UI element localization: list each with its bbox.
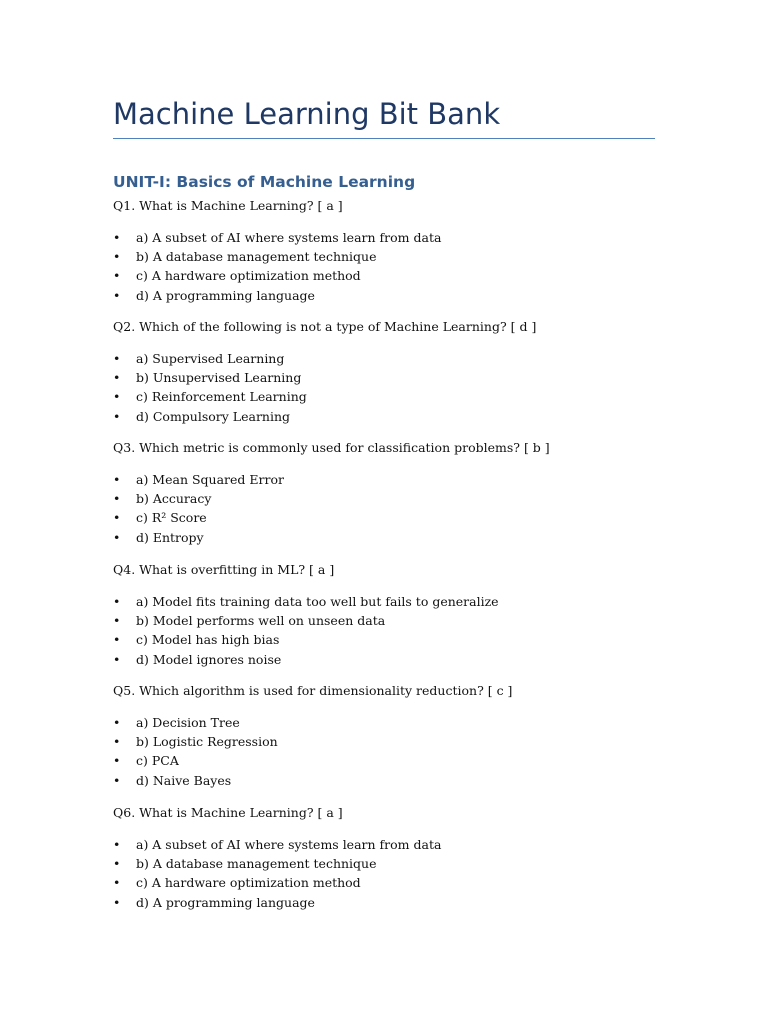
bullet-icon: • bbox=[113, 856, 121, 872]
bullet-icon: • bbox=[113, 389, 121, 405]
option-text: a) Mean Squared Error bbox=[136, 472, 284, 487]
option-text: b) A database management technique bbox=[136, 249, 377, 265]
question-text: Q6. What is Machine Learning? [ a ] bbox=[113, 805, 343, 820]
question-text: Q3. Which metric is commonly used for classification problems? [ b ] bbox=[113, 440, 550, 455]
bullet-icon: • bbox=[113, 230, 121, 245]
option-item bbox=[113, 349, 713, 368]
option-item bbox=[113, 854, 713, 873]
option-text: b) Logistic Regression bbox=[136, 734, 278, 750]
option-item bbox=[113, 611, 713, 630]
option-text: a) Supervised Learning bbox=[136, 351, 285, 366]
option-text: d) Entropy bbox=[136, 529, 204, 545]
bullet-icon: • bbox=[113, 613, 121, 629]
option-item bbox=[113, 732, 713, 751]
bullet-icon: • bbox=[113, 408, 121, 424]
option-item bbox=[113, 771, 713, 790]
question-block-6 bbox=[113, 803, 713, 912]
bullet-icon: • bbox=[113, 715, 121, 730]
document-title: Machine Learning Bit Bank bbox=[113, 92, 655, 139]
option-item bbox=[113, 228, 713, 247]
option-text: d) A programming language bbox=[136, 287, 315, 303]
option-item bbox=[113, 368, 713, 387]
option-text: b) A database management technique bbox=[136, 856, 377, 872]
option-text: a) Decision Tree bbox=[136, 715, 240, 730]
option-text: d) A programming language bbox=[136, 894, 315, 910]
question-block-5 bbox=[113, 681, 713, 790]
option-item bbox=[113, 592, 713, 611]
option-text: b) Unsupervised Learning bbox=[136, 370, 302, 386]
option-item bbox=[113, 508, 713, 527]
option-text: c) PCA bbox=[136, 753, 179, 769]
option-item bbox=[113, 286, 713, 305]
option-item bbox=[113, 835, 713, 854]
option-item bbox=[113, 407, 713, 426]
question-block-4 bbox=[113, 560, 713, 669]
question-text: Q5. Which algorithm is used for dimensionality reduction? [ c ] bbox=[113, 683, 513, 698]
question-block-2 bbox=[113, 317, 713, 426]
option-text: d) Compulsory Learning bbox=[136, 408, 291, 424]
option-item bbox=[113, 528, 713, 547]
bullet-icon: • bbox=[113, 472, 121, 487]
option-text: a) A subset of AI where systems learn from data bbox=[136, 837, 442, 852]
option-item bbox=[113, 489, 713, 508]
option-item bbox=[113, 266, 713, 285]
bullet-icon: • bbox=[113, 594, 121, 609]
option-text: a) A subset of AI where systems learn from data bbox=[136, 230, 442, 245]
bullet-icon: • bbox=[113, 651, 121, 667]
question-block-3 bbox=[113, 438, 713, 547]
bullet-icon: • bbox=[113, 249, 121, 265]
option-text: c) Reinforcement Learning bbox=[136, 389, 307, 405]
options-list bbox=[113, 592, 713, 669]
options-list bbox=[113, 835, 713, 912]
option-text: a) Model fits training data too well but fails to generalize bbox=[136, 594, 499, 609]
bullet-icon: • bbox=[113, 491, 121, 507]
option-text: c) Model has high bias bbox=[136, 632, 280, 648]
bullet-icon: • bbox=[113, 287, 121, 303]
option-item bbox=[113, 650, 713, 669]
option-item bbox=[113, 630, 713, 649]
option-text: d) Naive Bayes bbox=[136, 772, 232, 788]
option-text: c) R² Score bbox=[136, 510, 207, 526]
options-list bbox=[113, 713, 713, 790]
option-item bbox=[113, 713, 713, 732]
option-item bbox=[113, 751, 713, 770]
bullet-icon: • bbox=[113, 370, 121, 386]
option-text: d) Model ignores noise bbox=[136, 651, 282, 667]
bullet-icon: • bbox=[113, 894, 121, 910]
option-item bbox=[113, 247, 713, 266]
options-list bbox=[113, 349, 713, 426]
question-text: Q1. What is Machine Learning? [ a ] bbox=[113, 198, 343, 213]
question-text: Q2. Which of the following is not a type of Machine Learning? [ d ] bbox=[113, 319, 537, 334]
question-text: Q4. What is overfitting in ML? [ a ] bbox=[113, 562, 335, 577]
bullet-icon: • bbox=[113, 875, 121, 891]
bullet-icon: • bbox=[113, 772, 121, 788]
option-item bbox=[113, 893, 713, 912]
option-item bbox=[113, 873, 713, 892]
bullet-icon: • bbox=[113, 753, 121, 769]
unit-heading: UNIT-I: Basics of Machine Learning bbox=[113, 173, 416, 191]
bullet-icon: • bbox=[113, 837, 121, 852]
bullet-icon: • bbox=[113, 632, 121, 648]
bullet-icon: • bbox=[113, 510, 121, 526]
option-item bbox=[113, 470, 713, 489]
question-block-1 bbox=[113, 196, 713, 305]
option-text: b) Accuracy bbox=[136, 491, 212, 507]
options-list bbox=[113, 470, 713, 547]
bullet-icon: • bbox=[113, 268, 121, 284]
option-item bbox=[113, 387, 713, 406]
option-text: b) Model performs well on unseen data bbox=[136, 613, 386, 629]
bullet-icon: • bbox=[113, 351, 121, 366]
options-list bbox=[113, 228, 713, 305]
bullet-icon: • bbox=[113, 734, 121, 750]
bullet-icon: • bbox=[113, 529, 121, 545]
option-text: c) A hardware optimization method bbox=[136, 875, 361, 891]
option-text: c) A hardware optimization method bbox=[136, 268, 361, 284]
